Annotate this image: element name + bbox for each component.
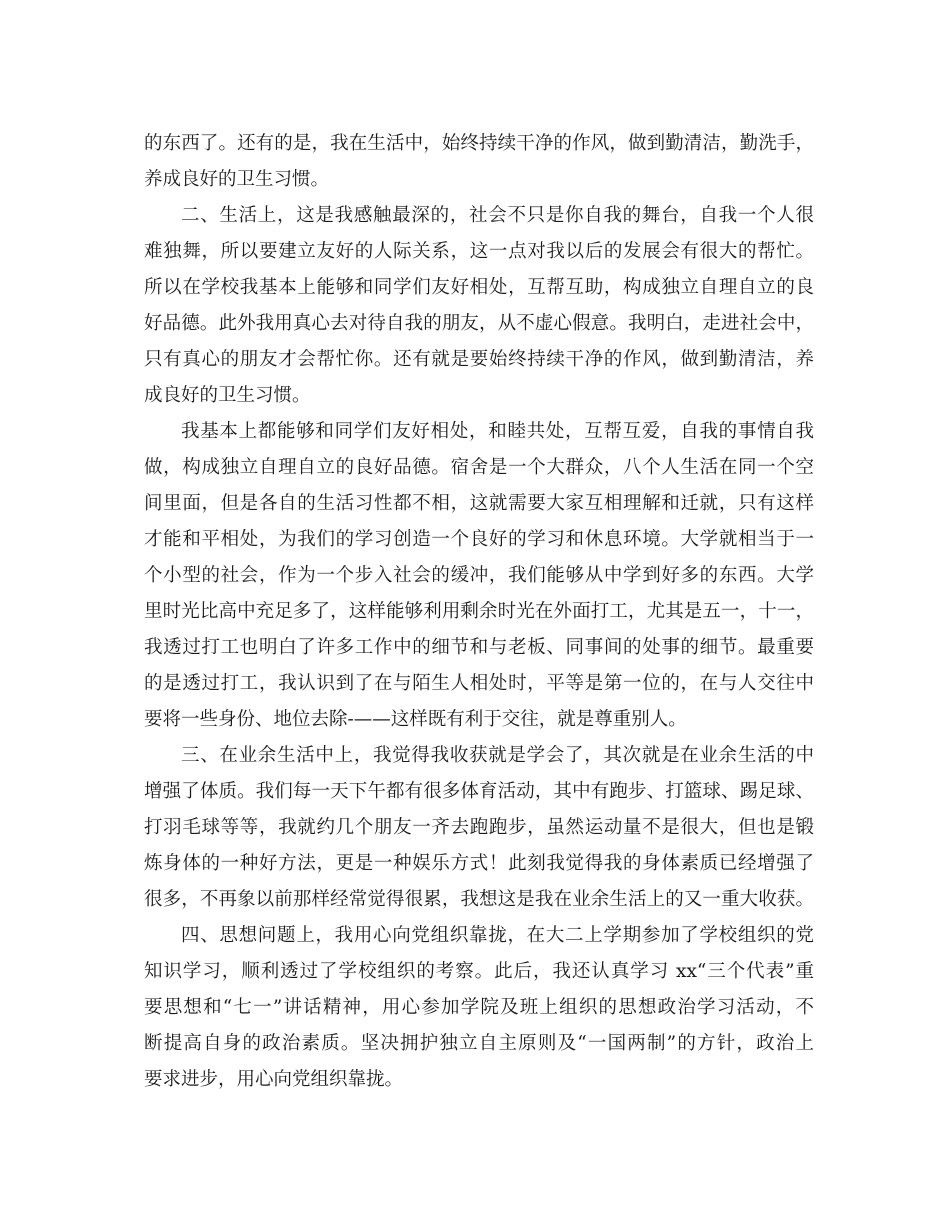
text-line: 知识学习，顺利透过了学校组织的考察。此后，我还认真学习 xx“三个代表”重: [144, 961, 814, 982]
text-line: 要求进步，用心向党组织靠拢。: [144, 1069, 404, 1090]
text-line: 才能和平相处，为我们的学习创造一个良好的学习和休息环境。大学就相当于一: [144, 529, 814, 550]
text-line: 增强了体质。我们每一天下午都有很多体育活动，其中有跑步、打篮球、踢足球、: [144, 781, 814, 802]
text-line: 做，构成独立自理自立的良好品德。宿舍是一个大群众，八个人生活在同一个空: [144, 457, 814, 478]
paragraph-first-line: 二、生活上，这是我感触最深的，社会不只是你自我的舞台，自我一个人很: [181, 205, 814, 226]
paragraph-first-line: 三、在业余生活中上，我觉得我收获就是学会了，其次就是在业余生活的中: [181, 745, 814, 766]
text-line: 成良好的卫生习惯。: [144, 385, 311, 406]
body-text: [144, 126, 814, 1098]
text-line: 要将一些身份、地位去除-——这样既有利于交往，就是尊重别人。: [144, 709, 687, 730]
text-line: 要思想和“七一”讲话精神，用心参加学院及班上组织的思想政治学习活动，不: [144, 997, 814, 1018]
text-line: 好品德。此外我用真心去对待自我的朋友，从不虚心假意。我明白，走进社会中，: [144, 313, 814, 334]
text-line: 难独舞，所以要建立友好的人际关系，这一点对我以后的发展会有很大的帮忙。: [144, 241, 814, 262]
text-line: 我透过打工也明白了许多工作中的细节和与老板、同事间的处事的细节。最重要: [144, 637, 814, 658]
paragraph-first-line: 我基本上都能够和同学们友好相处，和睦共处，互帮互爱，自我的事情自我: [181, 421, 814, 442]
text-line: 所以在学校我基本上能够和同学们友好相处，互帮互助，构成独立自理自立的良: [144, 277, 814, 298]
text-line: 只有真心的朋友才会帮忙你。还有就是要始终持续干净的作风，做到勤清洁，养: [144, 349, 814, 370]
text-line: 炼身体的一种好方法，更是一种娱乐方式！此刻我觉得我的身体素质已经增强了: [144, 853, 814, 874]
text-line: 断提高自身的政治素质。坚决拥护独立自主原则及“一国两制”的方针，政治上: [144, 1033, 814, 1054]
text-line: 间里面，但是各自的生活习性都不相，这就需要大家互相理解和迁就，只有这样: [144, 493, 814, 514]
text-line: 个小型的社会，作为一个步入社会的缓冲，我们能够从中学到好多的东西。大学: [144, 565, 814, 586]
text-line: 很多，不再象以前那样经常觉得很累，我想这是我在业余生活上的又一重大收获。: [144, 889, 814, 910]
text-line: 打羽毛球等等，我就约几个朋友一齐去跑跑步，虽然运动量不是很大，但也是锻: [144, 817, 814, 838]
paragraph-first-line: 四、思想问题上，我用心向党组织靠拢，在大二上学期参加了学校组织的党: [181, 925, 814, 946]
text-line: 的东西了。还有的是，我在生活中，始终持续干净的作风，做到勤清洁，勤洗手，: [144, 133, 814, 154]
text-line: 养成良好的卫生习惯。: [144, 169, 330, 190]
text-line: 的是透过打工，我认识到了在与陌生人相处时，平等是第一位的，在与人交往中: [144, 673, 814, 694]
text-line: 里时光比高中充足多了，这样能够利用剩余时光在外面打工，尤其是五一，十一，: [144, 601, 814, 622]
